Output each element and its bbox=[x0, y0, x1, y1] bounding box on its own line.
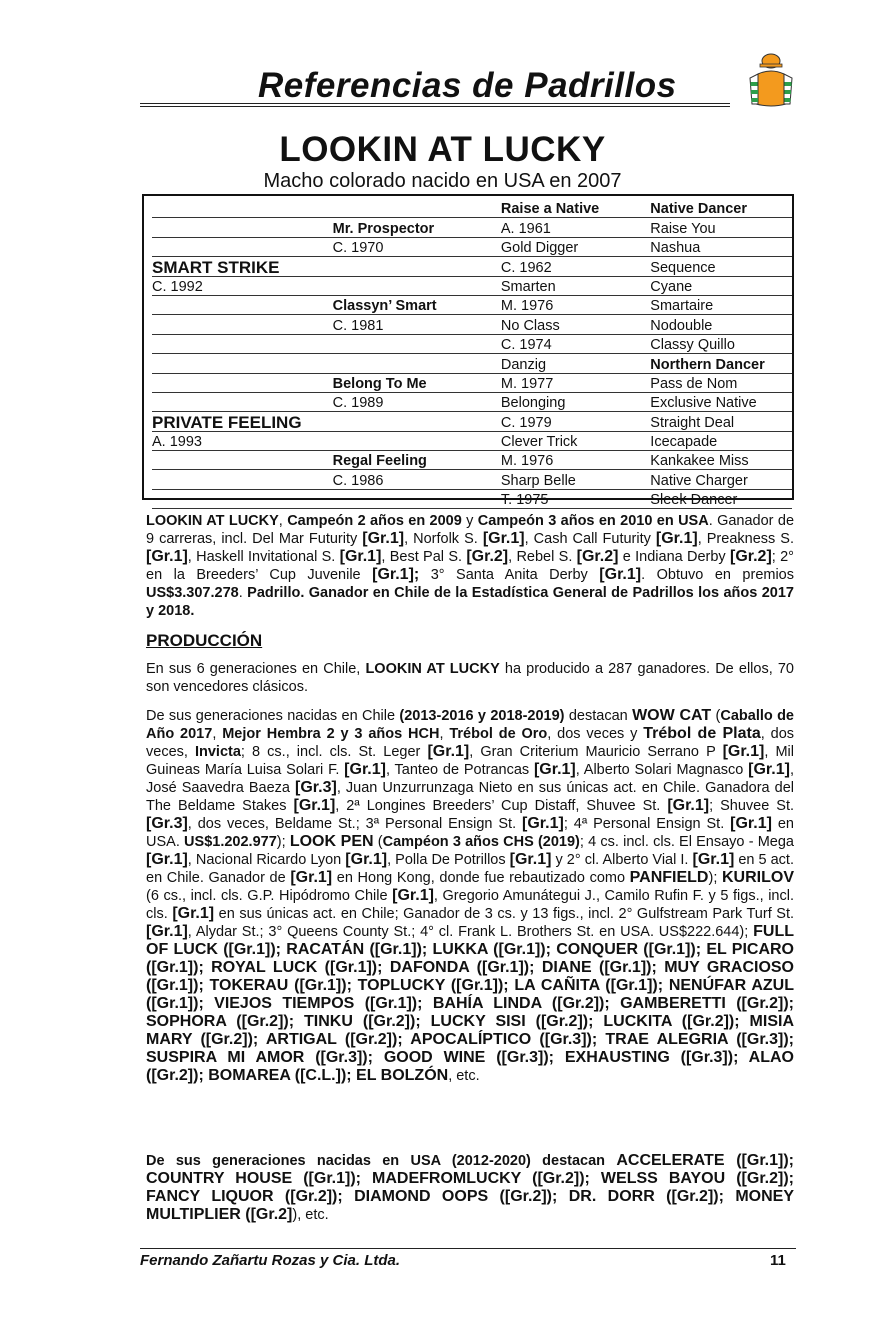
footer-rule bbox=[140, 1248, 796, 1249]
pedigree-cell: Regal Feeling bbox=[333, 451, 501, 470]
pedigree-cell: Danzig bbox=[501, 354, 650, 373]
pedigree-cell bbox=[152, 489, 333, 508]
pedigree-cell: C. 1974 bbox=[501, 334, 650, 353]
pedigree-cell bbox=[152, 315, 333, 334]
pedigree-cell bbox=[333, 431, 501, 450]
pedigree-cell: No Class bbox=[501, 315, 650, 334]
pedigree-cell bbox=[152, 334, 333, 353]
pedigree-cell bbox=[333, 489, 501, 508]
pedigree-row bbox=[152, 334, 792, 353]
pedigree-cell bbox=[152, 373, 333, 392]
pedigree-cell: Sequence bbox=[650, 257, 792, 276]
header-rule bbox=[140, 103, 730, 104]
pedigree-cell: Sharp Belle bbox=[501, 470, 650, 489]
pedigree-cell bbox=[333, 354, 501, 373]
pedigree-row bbox=[152, 489, 792, 508]
pedigree-cell: Gold Digger bbox=[501, 237, 650, 256]
pedigree-cell: C. 1989 bbox=[333, 392, 501, 411]
pedigree-cell bbox=[152, 354, 333, 373]
pedigree-cell bbox=[333, 412, 501, 431]
pedigree-row bbox=[152, 257, 792, 276]
pedigree-cell: Northern Dancer bbox=[650, 354, 792, 373]
pedigree-cell: Cyane bbox=[650, 276, 792, 295]
intro-paragraph: LOOKIN AT LUCKY, Campeón 2 años en 2009 y Campeón 3 años en 2010 en USA. Ganador de 9 carreras, incl. Del Mar Futurity [Gr.1], Norfolk S. [Gr.1], Cash Call Futurity [Gr.1], Preakness S. [Gr.1], Haskell Invitational S. [Gr.1], Best Pal S. [Gr.2], Rebel S. [Gr.2] e Indiana Derby [Gr.2]; 2° en la Breeders’ Cup Juvenile [Gr.1]; 3° Santa Anita Derby [Gr.1]. Obtuvo en premios US$3.307.278. Padrillo. Ganador en Chile de la Estadística General de Padrillos los años 2017 y 2018. bbox=[146, 513, 795, 619]
pedigree-cell: Classyn’ Smart bbox=[333, 295, 501, 314]
pedigree-row bbox=[152, 412, 792, 431]
pedigree-cell: Sleek Dancer bbox=[650, 489, 792, 508]
production-paragraph: En sus 6 generaciones en Chile, LOOKIN AT LUCKY ha producido a 287 ganadores. De ellos, 70 son vencedores clásicos. bbox=[146, 661, 794, 695]
pedigree-cell: Native Charger bbox=[650, 470, 792, 489]
pedigree-cell: Mr. Prospector bbox=[333, 218, 501, 237]
pedigree-cell: Smartaire bbox=[650, 295, 792, 314]
pedigree-cell: Kankakee Miss bbox=[650, 451, 792, 470]
pedigree-cell bbox=[333, 199, 501, 218]
pedigree-cell: A. 1961 bbox=[501, 218, 650, 237]
pedigree-cell: M. 1976 bbox=[501, 295, 650, 314]
header-rule-double bbox=[140, 106, 730, 107]
page-number: 11 bbox=[770, 1252, 786, 1269]
pedigree-cell: SMART STRIKE bbox=[152, 257, 333, 276]
pedigree-cell: M. 1977 bbox=[501, 373, 650, 392]
pedigree-row bbox=[152, 315, 792, 334]
pedigree-cell bbox=[152, 199, 333, 218]
pedigree-row bbox=[152, 237, 792, 256]
pedigree-cell bbox=[333, 276, 501, 295]
pedigree-cell bbox=[333, 257, 501, 276]
pedigree-cell bbox=[333, 334, 501, 353]
usa-offspring-paragraph: De sus generaciones nacidas en USA (2012-2020) destacan ACCELERATE ([Gr.1]); COUNTRY HOUSE ([Gr.1]); MADEFROMLUCKY ([Gr.2]); WELSS BAYOU ([Gr.2]); FANCY LIQUOR ([Gr.2]); DIAMOND OOPS ([Gr.2]); DR. DORR ([Gr.2]); MONEY MULTIPLIER ([Gr.2]), etc. bbox=[146, 1152, 794, 1223]
page-header bbox=[140, 60, 800, 110]
pedigree-cell: C. 1981 bbox=[333, 315, 501, 334]
horse-name: LOOKIN AT LUCKY bbox=[279, 130, 606, 169]
pedigree-row bbox=[152, 451, 792, 470]
section-title-produccion: PRODUCCIÓN bbox=[146, 631, 263, 650]
header-title: Referencias de Padrillos bbox=[258, 66, 677, 105]
pedigree-row bbox=[152, 392, 792, 411]
pedigree-cell: Native Dancer bbox=[650, 199, 792, 218]
pedigree-cell bbox=[152, 295, 333, 314]
pedigree-row bbox=[152, 354, 792, 373]
pedigree-row bbox=[152, 199, 792, 218]
pedigree-cell bbox=[152, 237, 333, 256]
pedigree-cell: Belonging bbox=[501, 392, 650, 411]
pedigree-cell: Clever Trick bbox=[501, 431, 650, 450]
pedigree-row bbox=[152, 218, 792, 237]
pedigree-row bbox=[152, 276, 792, 295]
pedigree-cell: C. 1992 bbox=[152, 276, 333, 295]
footer-publisher: Fernando Zañartu Rozas y Cia. Ltda. bbox=[140, 1252, 401, 1269]
pedigree-cell: Icecapade bbox=[650, 431, 792, 450]
horse-subtitle: Macho colorado nacido en USA en 2007 bbox=[263, 170, 622, 192]
jockey-silks-icon bbox=[746, 52, 796, 112]
pedigree-cell: Nashua bbox=[650, 237, 792, 256]
pedigree-cell: C. 1970 bbox=[333, 237, 501, 256]
chile-offspring-paragraph: De sus generaciones nacidas en Chile (2013-2016 y 2018-2019) destacan WOW CAT (Caballo de Año 2017, Mejor Hembra 2 y 3 años HCH, Trébol de Oro, dos veces y Trébol de Plata, dos veces, Invicta; 8 cs., incl. cls. St. Leger [Gr.1], Gran Criterium Mauricio Serrano P [Gr.1], Mil Guineas María Luisa Solari F. [Gr.1], Tanteo de Potrancas [Gr.1], Alberto Solari Magnasco [Gr.1], José Saavedra Baeza [Gr.3], Juan Unzurrunzaga Nieto en sus únicas act. en Chile. Ganadora del The Beldame Stakes [Gr.1], 2ª Longines Breeders’ Cup Distaff, Shuvee St. [Gr.1]; Shuvee St. [Gr.3], dos veces, Beldame St.; 3ª Personal Ensign St. [Gr.1]; 4ª Personal Ensign St. [Gr.1] en USA. US$1.202.977); LOOK PEN (Campéon 3 años CHS (2019); 4 cs. incl. cls. El Ensayo - Mega [Gr.1], Nacional Ricardo Lyon [Gr.1], Polla De Potrillos [Gr.1] y 2° cl. Alberto Vial I. [Gr.1] en 5 act. en Chile. Ganador de [Gr.1] en Hong Kong, donde fue rebautizado como PANFIELD); KURILOV (6 cs., incl. cls. G.P. Hipódromo Chile [Gr.1], Gregorio Amunátegui J., Camilo Rufin F. y 5 figs., incl. cls. [Gr.1] en sus únicas act. en Chile; Ganador de 3 cs. y 13 figs., incl. 2° Gulfstream Park Turf St. [Gr.1], Alydar St.; 3° Queens County St.; 4° cl. Frank L. Brothers St. en USA. US$222.644); FULL OF LUCK ([Gr.1]); RACATÁN ([Gr.1]); LUKKA ([Gr.1]); CONQUER ([Gr.1]); EL PICARO ([Gr.1]); ROYAL LUCK ([Gr.1]); DAFONDA ([Gr.1]); DIANE ([Gr.1]); MUY GRACIOSO ([Gr.1]); TOKERAU ([Gr.1]); TOPLUCKY ([Gr.1]); LA CAÑITA ([Gr.1]); NENÚFAR AZUL ([Gr.1]); VIEJOS TIEMPOS ([Gr.1]); BAHÍA LINDA ([Gr.2]); GAMBERETTI ([Gr.2]); SOPHORA ([Gr.2]); TINKU ([Gr.2]); LUCKY SISI ([Gr.2]); LUCKITA ([Gr.2]); MISIA MARY ([Gr.2]); ARTIGAL ([Gr.2]); APOCALÍPTICO ([Gr.3]); TRAE ALEGRIA ([Gr.3]); SUSPIRA MI AMOR ([Gr.3]); GOOD WINE ([Gr.3]); EXHAUSTING ([Gr.3]); ALAO ([Gr.2]); BOMAREA ([C.L.]); EL BOLZÓN, etc. bbox=[146, 707, 795, 1084]
pedigree-cell: Raise You bbox=[650, 218, 792, 237]
pedigree-cell: Smarten bbox=[501, 276, 650, 295]
pedigree-cell: PRIVATE FEELING bbox=[152, 412, 333, 431]
pedigree-cell: Raise a Native bbox=[501, 199, 650, 218]
pedigree-cell: C. 1962 bbox=[501, 257, 650, 276]
pedigree-cell bbox=[152, 470, 333, 489]
pedigree-grid bbox=[152, 199, 792, 509]
pedigree-cell: C. 1986 bbox=[333, 470, 501, 489]
pedigree-cell: C. 1979 bbox=[501, 412, 650, 431]
pedigree-table bbox=[142, 194, 794, 509]
pedigree-cell bbox=[152, 451, 333, 470]
pedigree-cell: Belong To Me bbox=[333, 373, 501, 392]
pedigree-row bbox=[152, 295, 792, 314]
pedigree-cell: M. 1976 bbox=[501, 451, 650, 470]
pedigree-cell: Classy Quillo bbox=[650, 334, 792, 353]
pedigree-cell: Exclusive Native bbox=[650, 392, 792, 411]
pedigree-row bbox=[152, 431, 792, 450]
pedigree-cell bbox=[152, 392, 333, 411]
pedigree-cell: T. 1975 bbox=[501, 489, 650, 508]
pedigree-cell: Nodouble bbox=[650, 315, 792, 334]
pedigree-cell: Straight Deal bbox=[650, 412, 792, 431]
pedigree-cell bbox=[152, 218, 333, 237]
pedigree-row bbox=[152, 470, 792, 489]
pedigree-cell: A. 1993 bbox=[152, 431, 333, 450]
pedigree-row bbox=[152, 373, 792, 392]
pedigree-cell: Pass de Nom bbox=[650, 373, 792, 392]
